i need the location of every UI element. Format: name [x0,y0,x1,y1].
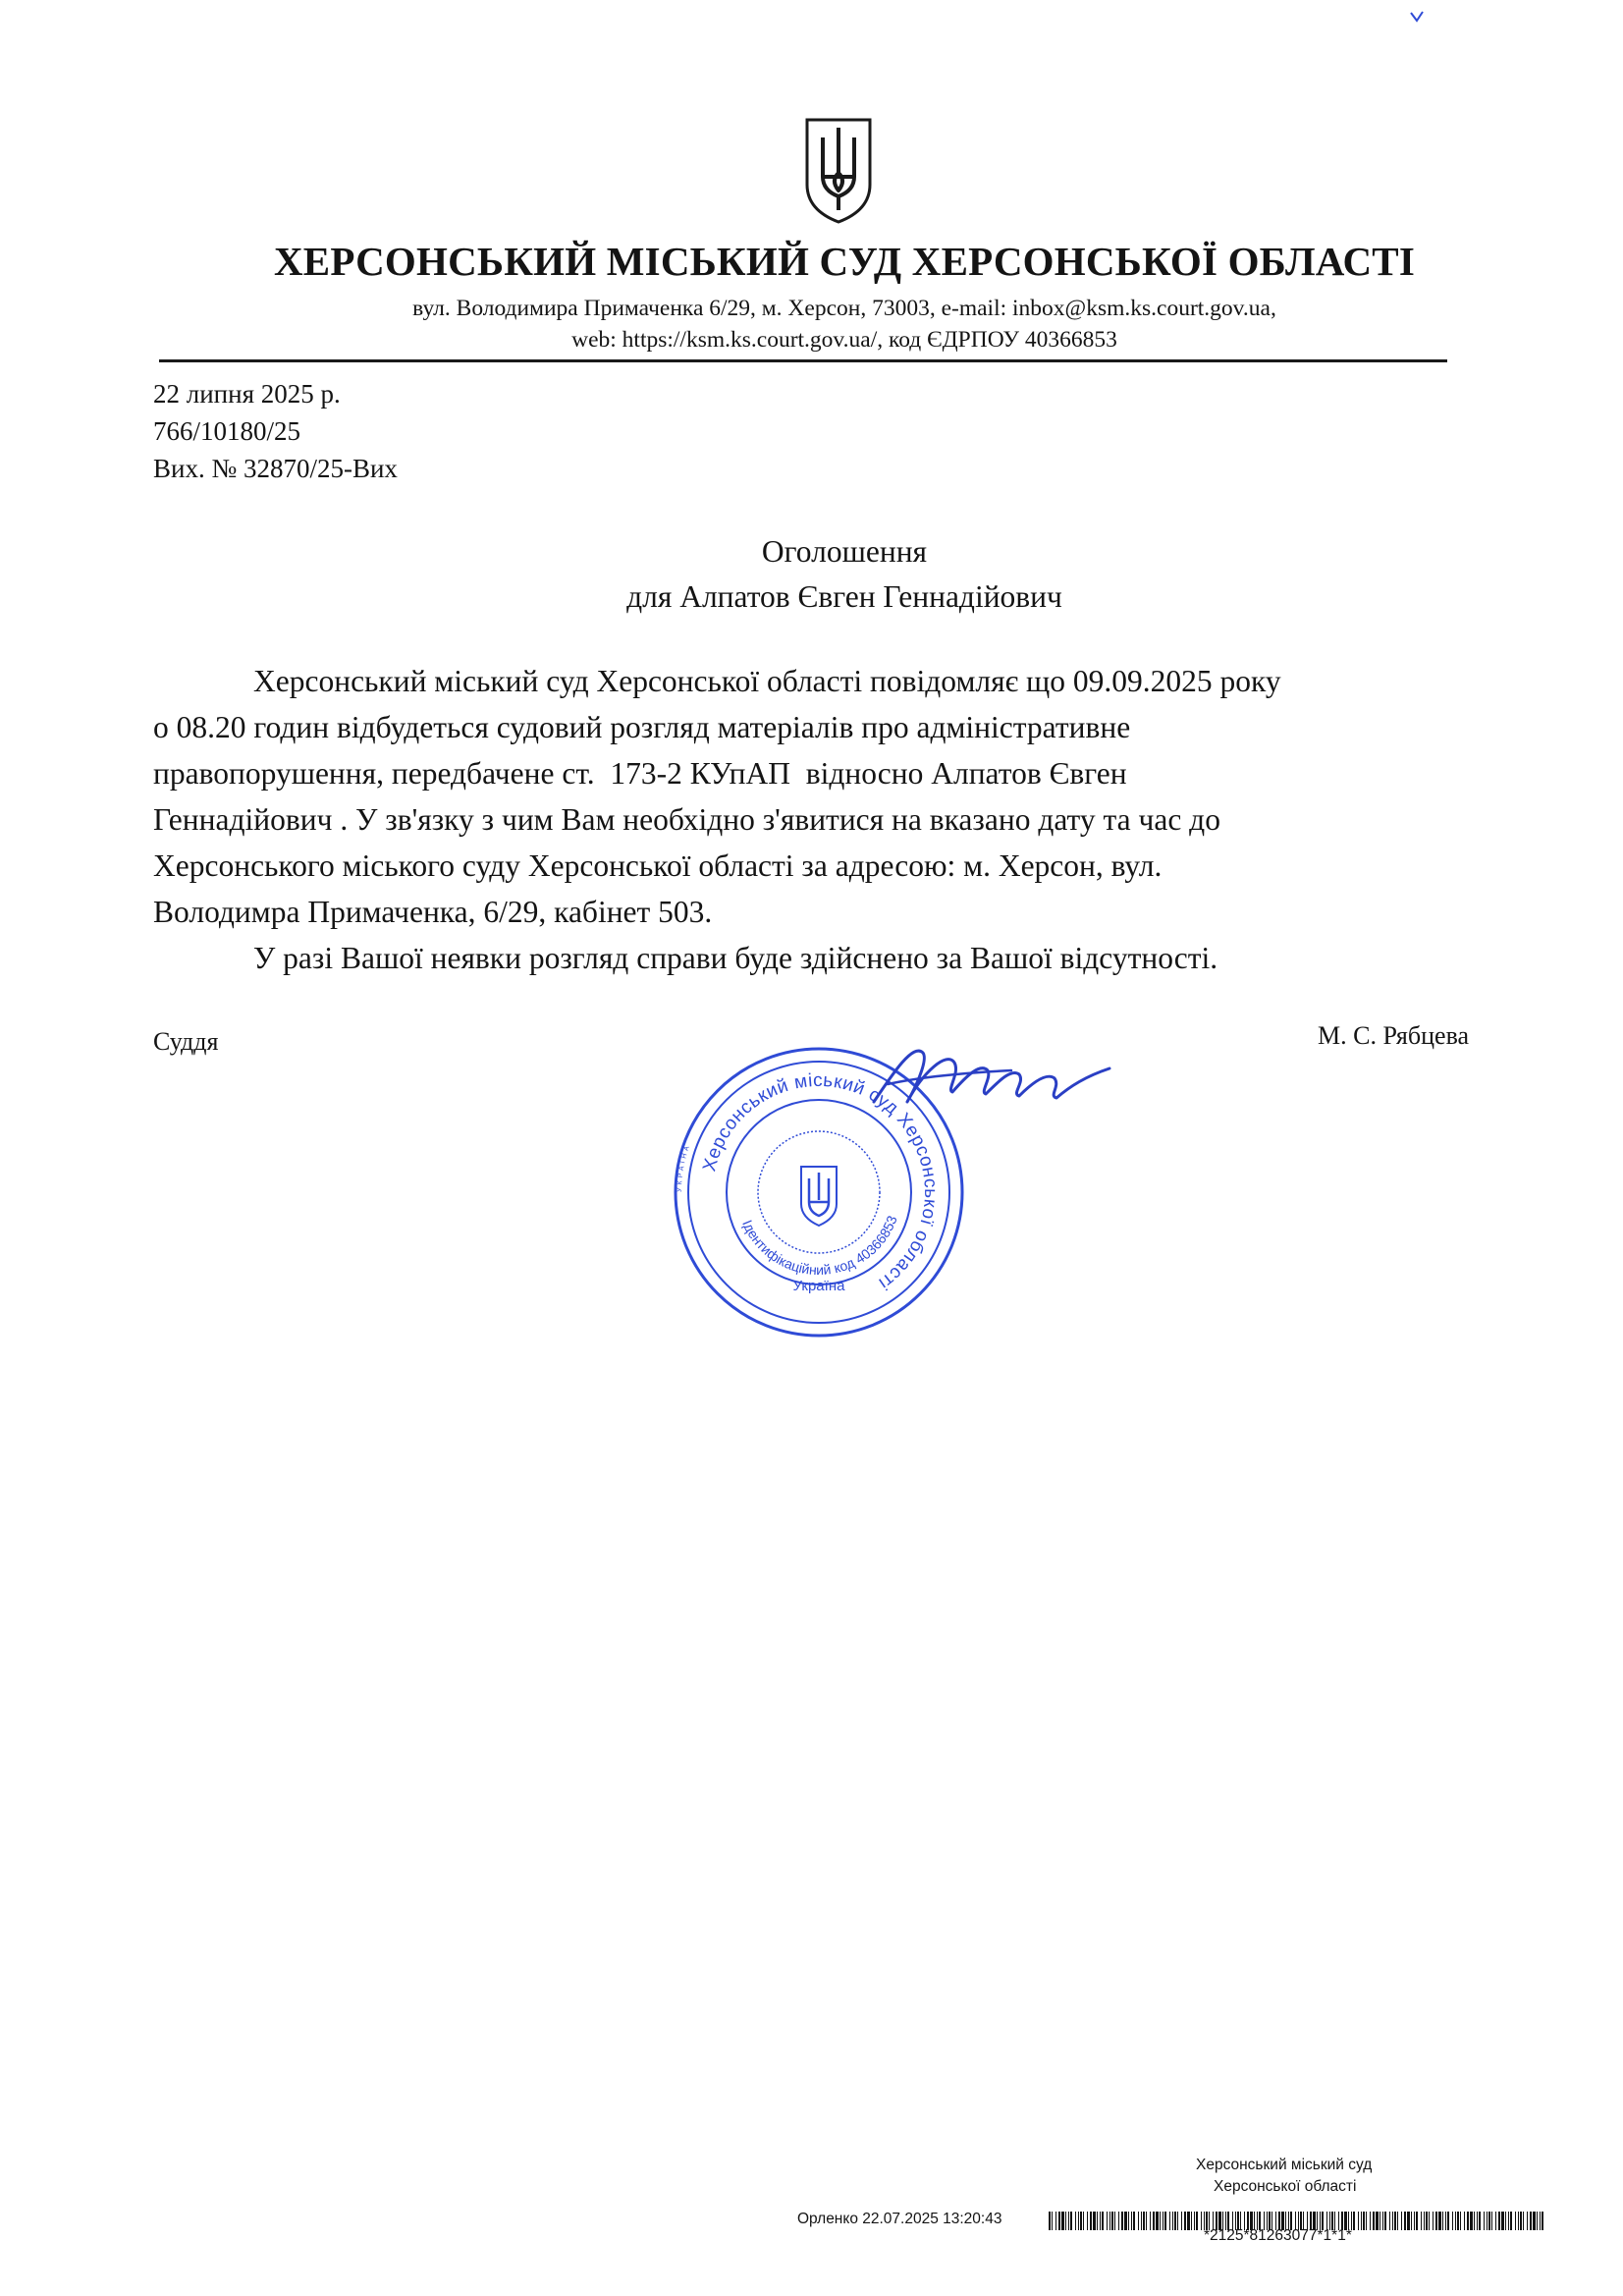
judge-name: М. С. Рябцева [1318,1021,1470,1050]
body-line: У разі Вашої неявки розгляд справи буде здійснено за Вашої відсутності. [253,941,1218,975]
case-number: 766/10180/25 [153,416,301,446]
barcode-bar [1164,2212,1166,2230]
barcode-bar [1131,2212,1132,2230]
barcode-bar [1353,2212,1355,2230]
barcode-bar [1118,2212,1119,2230]
barcode-bar [1111,2212,1113,2230]
barcode-bar [1174,2212,1176,2230]
svg-text:Ідентифікаційний код 40366853 [739,1213,900,1278]
barcode-bar [1194,2212,1195,2230]
barcode-bar [1143,2212,1145,2230]
barcode-bar [1389,2212,1390,2230]
announcement-addressee: для Алпатов Євген Геннадійович [626,579,1062,614]
barcode-bar [1150,2212,1151,2230]
barcode-bar [1070,2212,1072,2230]
barcode-bar [1124,2212,1127,2230]
registry-court-region: Херсонської області [1214,2178,1357,2195]
barcode-bar [1498,2212,1500,2230]
barcode-bar [1128,2212,1129,2230]
barcode-bar [1401,2212,1402,2230]
barcode-bar [1196,2212,1198,2230]
barcode-bar [1102,2212,1104,2230]
barcode-bar [1177,2212,1178,2230]
barcode-bar [1384,2212,1386,2230]
barcode-bar [1510,2212,1512,2230]
barcode-bar [1411,2212,1412,2230]
barcode-bar [1530,2212,1532,2230]
barcode-bar [1435,2212,1437,2230]
body-line: Херсонський міський суд Херсонської області повідомляє що 09.09.2025 року [253,664,1281,698]
barcode-bar [1187,2212,1190,2230]
barcode-bar [1138,2212,1139,2230]
barcode-bar [1523,2212,1524,2230]
barcode-bar [1527,2212,1528,2230]
barcode-bar [1133,2212,1135,2230]
barcode-bar [1540,2212,1541,2230]
registry-court-name: Херсонський міський суд [1196,2157,1373,2173]
barcode-bar [1447,2212,1449,2230]
barcode-bar [1542,2212,1543,2230]
barcode-bar [1181,2212,1182,2230]
barcode-bar [1109,2212,1110,2230]
barcode-bar [1049,2212,1051,2230]
barcode-bar [1370,2212,1371,2230]
barcode-bar [1373,2212,1375,2230]
barcode-bar [1172,2212,1173,2230]
barcode-bar [1201,2212,1202,2230]
barcode-bar [1087,2212,1088,2230]
registry-code: *2125*81263077*1*1* [1204,2227,1352,2244]
barcode-bar [1058,2212,1060,2230]
barcode-bar [1097,2212,1098,2230]
barcode-bar [1090,2212,1092,2230]
barcode-bar [1146,2212,1147,2230]
body-line: о 08.20 годин відбудеться судовий розгляд матеріалів про адміністративне [153,710,1131,744]
barcode-bar [1491,2212,1492,2230]
court-address: вул. Володимира Примаченка 6/29, м. Херсон, 73003, e-mail: inbox@ksm.ks.court.gov.ua, [412,296,1276,321]
barcode-bar [1505,2212,1506,2230]
trident-emblem-icon [803,116,874,226]
barcode-bar [1460,2212,1461,2230]
barcode-bar [1515,2212,1516,2230]
seal-inner-text: Ідентифікаційний код 40366853 [739,1213,900,1279]
barcode-bar [1114,2212,1115,2230]
judge-signature [864,1033,1119,1121]
barcode-bar [1358,2212,1359,2230]
barcode-bar [1484,2212,1485,2230]
seal-outer-text: Херсонський міський суд Херсонської області [699,1069,942,1294]
body-line: Геннадійович . У зв'язку з чим Вам необхідно з'явитися на вказано дату та час до [153,802,1220,837]
header-divider [159,359,1447,362]
barcode-bar [1366,2212,1367,2230]
barcode-bar [1537,2212,1538,2230]
body-line: Володимра Примаченка, 6/29, кабінет 503. [153,895,713,929]
registry-operator-timestamp: Орленко 22.07.2025 13:20:43 [797,2211,1002,2227]
barcode-bar [1075,2212,1076,2230]
barcode-bar [1191,2212,1192,2230]
seal-country-text: Україна [792,1278,845,1294]
barcode-bar [1361,2212,1362,2230]
barcode-bar [1464,2212,1465,2230]
barcode-bar [1477,2212,1478,2230]
barcode-bar [1533,2212,1536,2230]
barcode-bar [1442,2212,1443,2230]
barcode-bar [1397,2212,1398,2230]
barcode-bar [1404,2212,1406,2230]
barcode-bar [1100,2212,1101,2230]
barcode-bar [1121,2212,1123,2230]
barcode-bar [1457,2212,1459,2230]
judge-label: Суддя [153,1027,219,1056]
barcode-bar [1363,2212,1365,2230]
barcode-bar [1416,2212,1418,2230]
barcode-bar [1452,2212,1453,2230]
barcode-bar [1424,2212,1425,2230]
barcode-bar [1474,2212,1475,2230]
barcode-bar [1156,2212,1159,2230]
barcode-bar [1479,2212,1481,2230]
barcode-bar [1429,2212,1430,2230]
barcode-bar [1501,2212,1504,2230]
scan-mark [1410,10,1424,22]
svg-text:УКРАЇНА [676,1142,692,1192]
barcode-bar [1470,2212,1473,2230]
barcode-bar [1061,2212,1064,2230]
barcode-bar [1160,2212,1161,2230]
barcode-bar [1184,2212,1186,2230]
seal-rim-text: УКРАЇНА [676,1142,692,1193]
barcode-bar [1455,2212,1456,2230]
body-line: правопорушення, передбачене ст. 173-2 КУпАП відносно Алпатов Євген [153,756,1127,791]
barcode-bar [1421,2212,1422,2230]
barcode-bar [1445,2212,1446,2230]
barcode-bar [1376,2212,1379,2230]
announcement-title: Оголошення [761,534,928,569]
barcode-bar [1426,2212,1428,2230]
barcode-bar [1068,2212,1069,2230]
barcode-bar [1052,2212,1053,2230]
court-name: ХЕРСОНСЬКИЙ МІСЬКИЙ СУД ХЕРСОНСЬКОЇ ОБЛАСТІ [274,239,1415,284]
barcode-bar [1107,2212,1108,2230]
barcode-bar [1495,2212,1496,2230]
barcode-bar [1518,2212,1519,2230]
barcode-bar [1382,2212,1383,2230]
barcode-bar [1394,2212,1396,2230]
barcode-bar [1520,2212,1522,2230]
barcode-bar [1488,2212,1490,2230]
court-web-edrpou: web: https://ksm.ks.court.gov.ua/, код ЄДРПОУ 40366853 [571,327,1117,353]
document-date: 22 липня 2025 р. [153,379,341,409]
barcode-bar [1083,2212,1084,2230]
barcode-bar [1169,2212,1170,2230]
barcode-bar [1153,2212,1155,2230]
barcode-bar [1414,2212,1415,2230]
barcode-bar [1487,2212,1488,2230]
barcode-bar [1433,2212,1434,2230]
barcode-bar [1392,2212,1393,2230]
barcode-bar [1508,2212,1509,2230]
seal-trident-icon [801,1167,837,1226]
barcode-bar [1438,2212,1441,2230]
outgoing-number: Вих. № 32870/25-Вих [153,454,398,483]
barcode-bar [1065,2212,1066,2230]
body-line: Херсонського міського суду Херсонської області за адресою: м. Херсон, вул. [153,848,1163,883]
barcode-bar [1080,2212,1082,2230]
barcode-bar [1078,2212,1079,2230]
barcode-bar [1093,2212,1096,2230]
barcode-bar [1141,2212,1142,2230]
barcode-bar [1467,2212,1469,2230]
barcode-bar [1407,2212,1410,2230]
barcode-bar [1055,2212,1056,2230]
